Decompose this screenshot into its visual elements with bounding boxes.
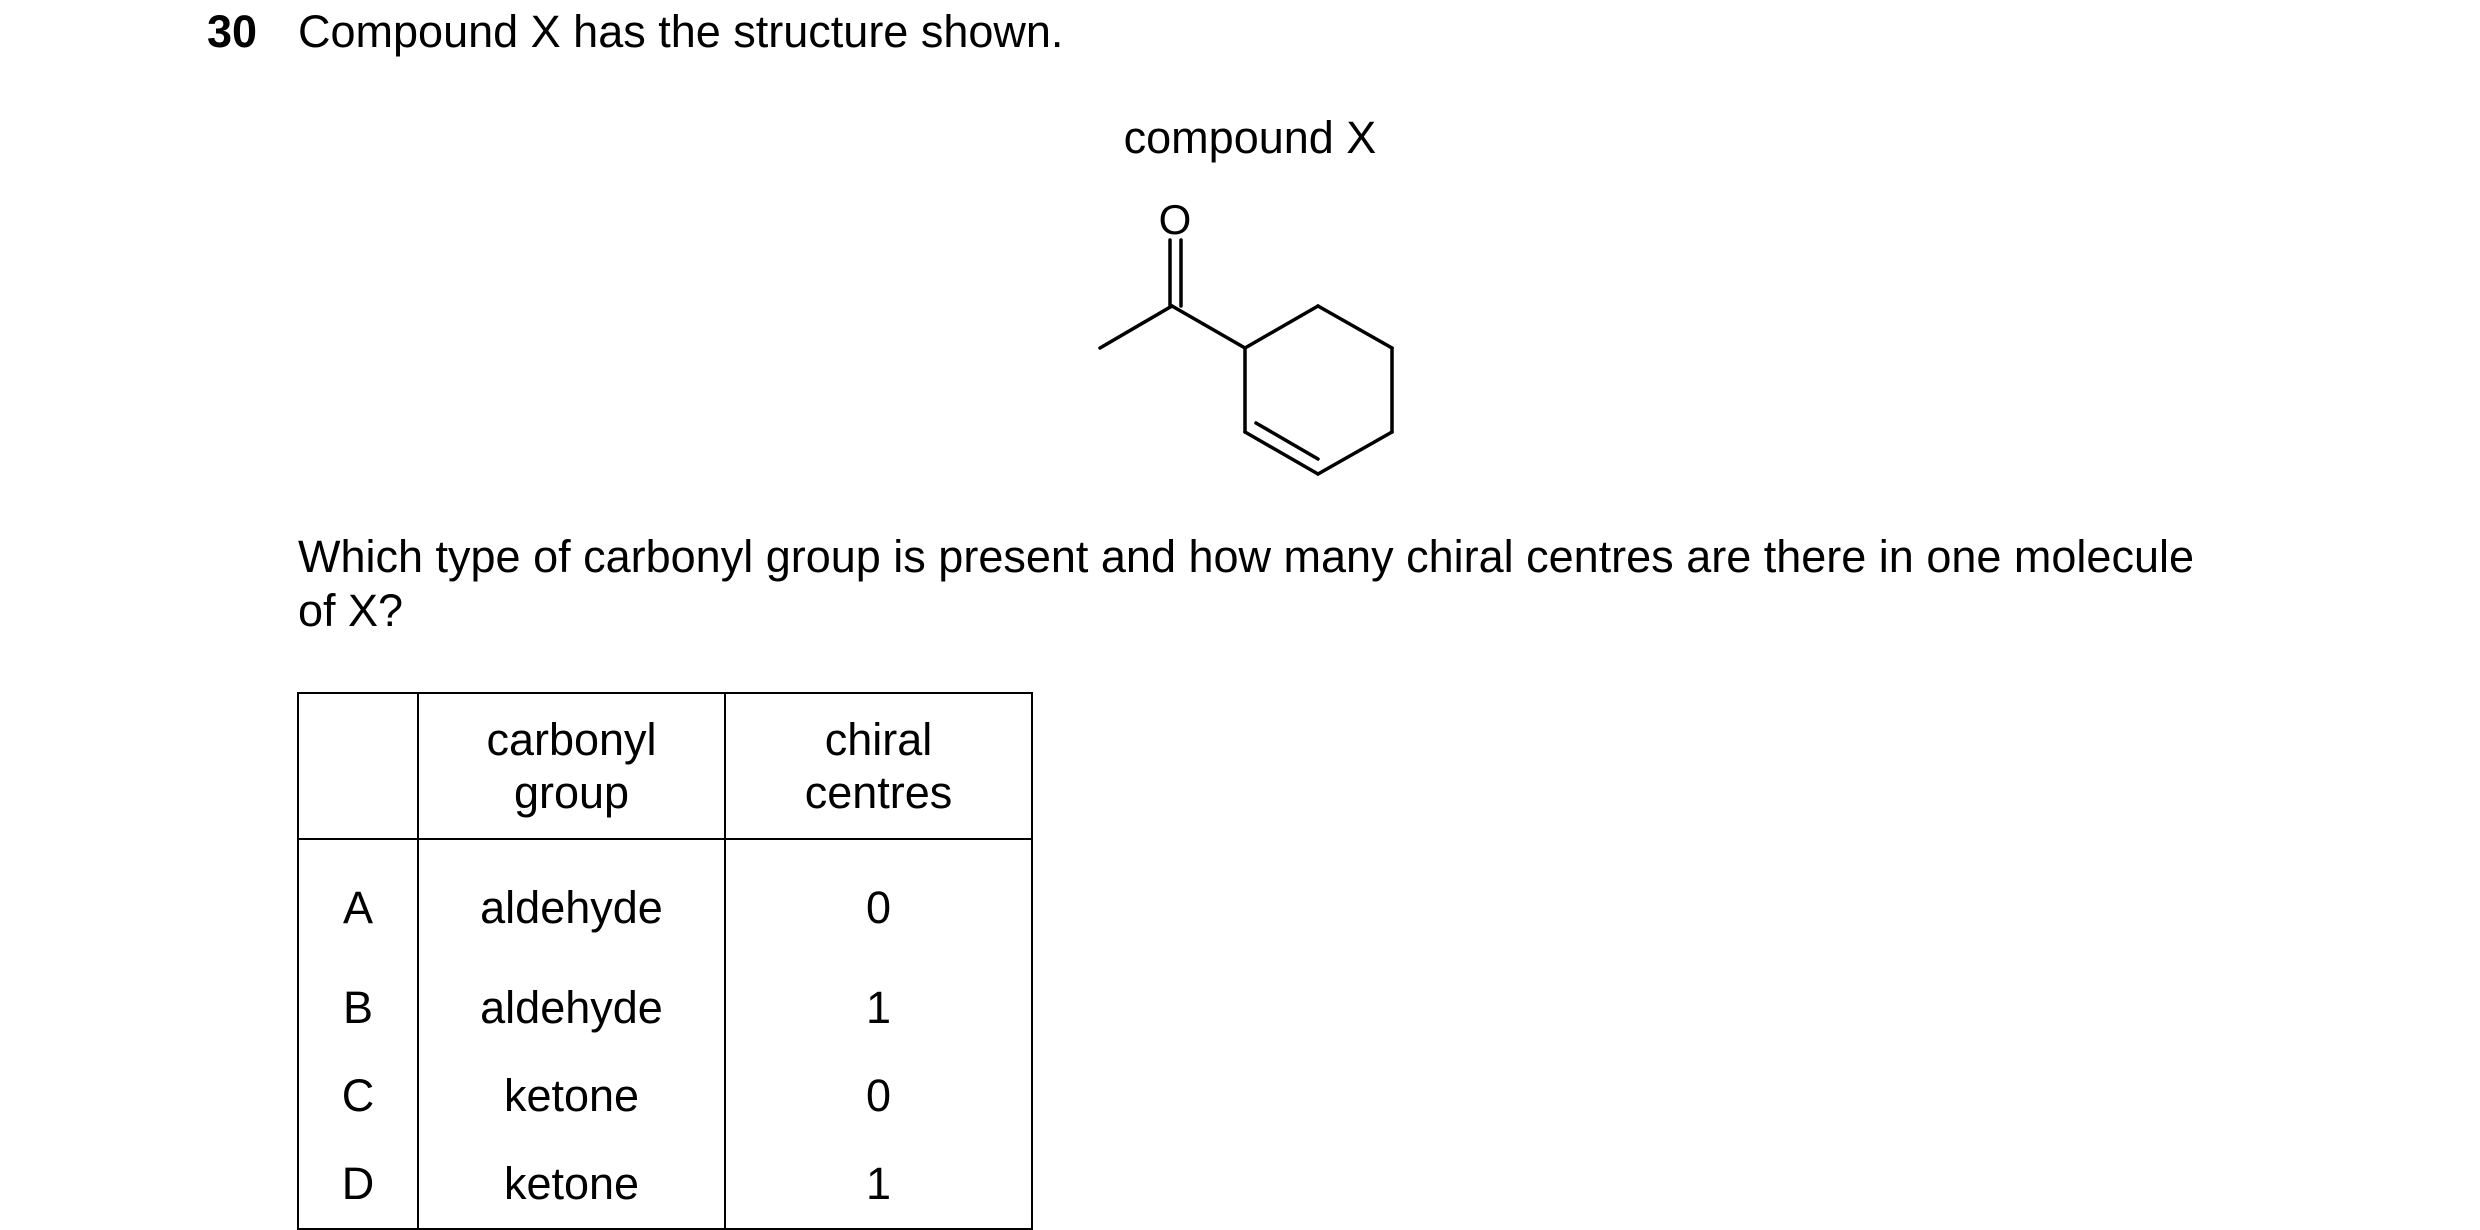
table-row bbox=[298, 1140, 1032, 1229]
header-carbonyl-line-1: carbonyl bbox=[486, 714, 657, 765]
option-key-a: A bbox=[298, 839, 418, 964]
option-a-chiral: 0 bbox=[725, 839, 1032, 964]
option-a-carbonyl: aldehyde bbox=[418, 839, 725, 964]
ring-bond-2 bbox=[1318, 306, 1392, 348]
table-row bbox=[298, 1052, 1032, 1140]
ring-bond-1 bbox=[1245, 306, 1318, 348]
table-row bbox=[298, 839, 1032, 964]
question-number: 30 bbox=[207, 6, 258, 57]
option-key-b: B bbox=[298, 964, 418, 1052]
option-c-chiral: 0 bbox=[725, 1052, 1032, 1140]
question-prompt-line-1: Which type of carbonyl group is present and how many chiral centres are there in one molecule bbox=[298, 531, 2194, 582]
option-d-carbonyl: ketone bbox=[418, 1140, 725, 1229]
table-row bbox=[298, 964, 1032, 1052]
question-stem: Compound X has the structure shown. bbox=[298, 6, 1064, 57]
option-b-chiral: 1 bbox=[725, 964, 1032, 1052]
answer-options-table bbox=[297, 692, 1033, 1230]
question-prompt-line-2: of X? bbox=[298, 585, 404, 636]
header-carbonyl-line-2: group bbox=[513, 767, 630, 818]
header-blank-cell bbox=[298, 693, 418, 839]
ring-bond-4 bbox=[1318, 432, 1392, 474]
header-chiral-centres bbox=[725, 693, 1032, 839]
ring-attach-bond bbox=[1172, 306, 1245, 348]
table-header-row bbox=[298, 693, 1032, 839]
methyl-bond bbox=[1100, 306, 1172, 348]
header-chiral-line-2: centres bbox=[804, 767, 953, 818]
question-prompt bbox=[298, 530, 2298, 638]
option-key-d: D bbox=[298, 1140, 418, 1229]
header-chiral-line-1: chiral bbox=[824, 714, 933, 765]
option-key-c: C bbox=[298, 1052, 418, 1140]
compound-label: compound X bbox=[1123, 112, 1377, 163]
oxygen-atom-label: O bbox=[1158, 196, 1192, 243]
option-b-carbonyl: aldehyde bbox=[418, 964, 725, 1052]
header-carbonyl-group bbox=[418, 693, 725, 839]
compound-x-structure bbox=[1060, 190, 1460, 490]
option-d-chiral: 1 bbox=[725, 1140, 1032, 1229]
ring-double-bond-inner bbox=[1256, 423, 1318, 459]
option-c-carbonyl: ketone bbox=[418, 1052, 725, 1140]
